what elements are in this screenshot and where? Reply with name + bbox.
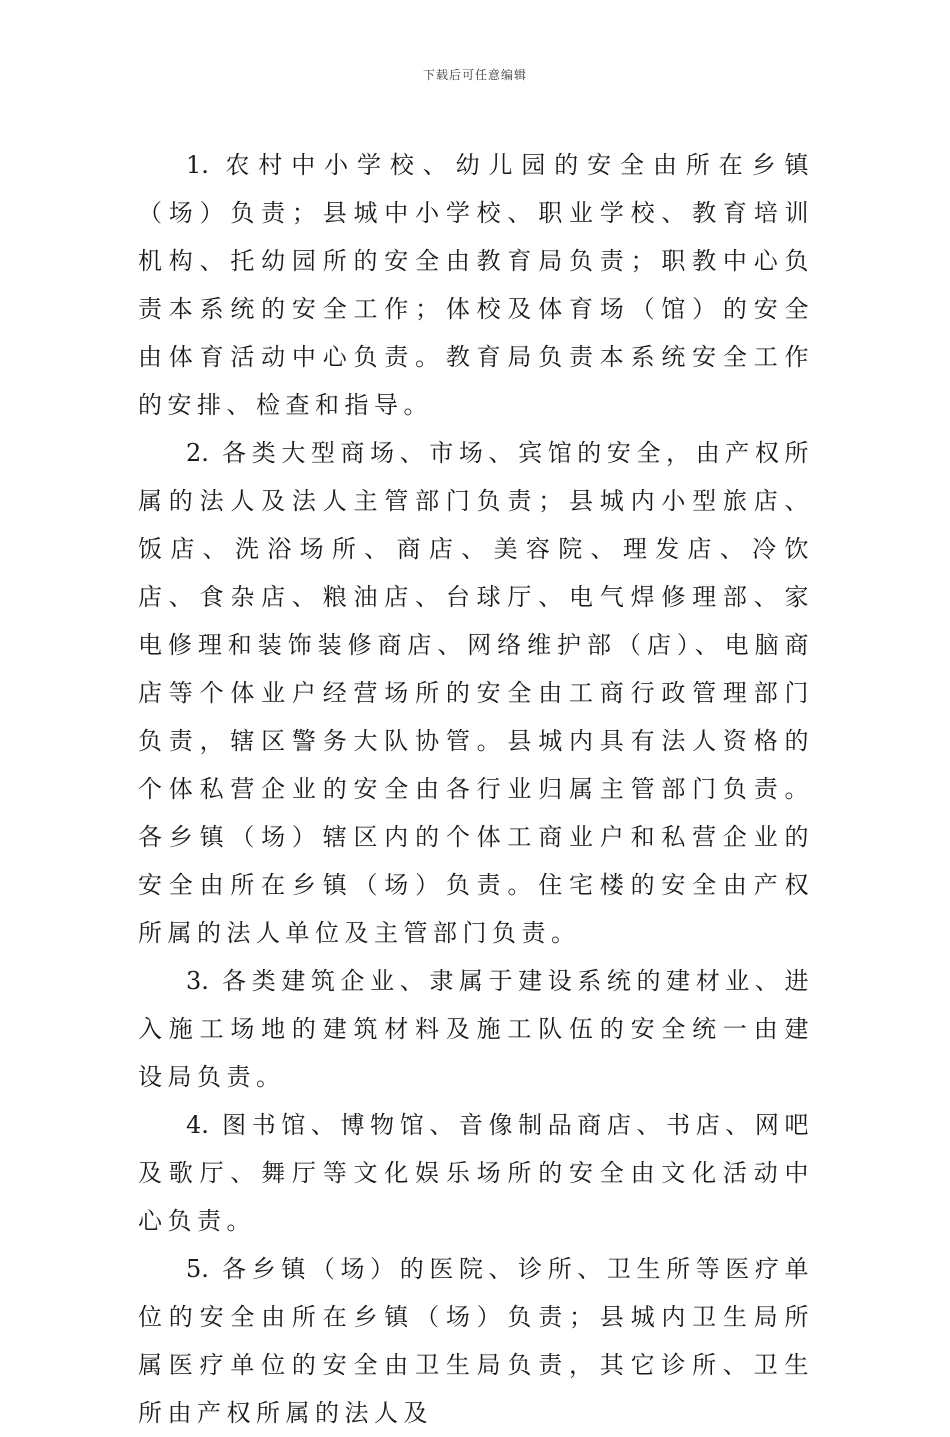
paragraph-text: 各类建筑企业、隶属于建设系统的建材业、进入施工场地的建筑材料及施工队伍的安全统一由建设局负责。 [138, 967, 814, 1091]
paragraph-number: 5. [186, 1255, 209, 1283]
paragraph-number: 3. [186, 967, 209, 995]
paragraph-number: 1. [186, 151, 209, 179]
paragraph-text: 农村中小学校、幼儿园的安全由所在乡镇（场）负责；县城中小学校、职业学校、教育培训机构、托幼园所的安全由教育局负责；职教中心负责本系统的安全工作；体校及体育场（馆）的安全由体育活动中心负责。教育局负责本系统安全工作的安排、检查和指导。 [138, 151, 814, 419]
paragraph-text: 各类大型商场、市场、宾馆的安全，由产权所属的法人及法人主管部门负责；县城内小型旅店、饭店、洗浴场所、商店、美容院、理发店、冷饮店、食杂店、粮油店、台球厅、电气焊修理部、家电修理和装饰装修商店、网络维护部（店）、电脑商店等个体业户经营场所的安全由工商行政管理部门负责，辖区警务大队协管。县城内具有法人资格的个体私营企业的安全由各行业归属主管部门负责。各乡镇（场）辖区内的个体工商业户和私营企业的安全由所在乡镇（场）负责。住宅楼的安全由产权所属的法人单位及主管部门负责。 [138, 439, 814, 947]
paragraph-2 [138, 429, 814, 957]
paragraph-5 [138, 1245, 814, 1437]
paragraph-number: 4. [186, 1111, 209, 1139]
paragraph-3 [138, 957, 814, 1101]
paragraph-number: 2. [186, 439, 209, 467]
paragraph-text: 各乡镇（场）的医院、诊所、卫生所等医疗单位的安全由所在乡镇（场）负责；县城内卫生局所属医疗单位的安全由卫生局负责，其它诊所、卫生所由产权所属的法人及 [138, 1255, 814, 1427]
page-header-note: 下载后可任意编辑 [422, 68, 527, 82]
paragraph-4 [138, 1101, 814, 1245]
paragraph-1 [138, 141, 814, 429]
document-body [138, 141, 814, 1437]
paragraph-text: 图书馆、博物馆、音像制品商店、书店、网吧及歌厅、舞厅等文化娱乐场所的安全由文化活动中心负责。 [138, 1111, 814, 1235]
